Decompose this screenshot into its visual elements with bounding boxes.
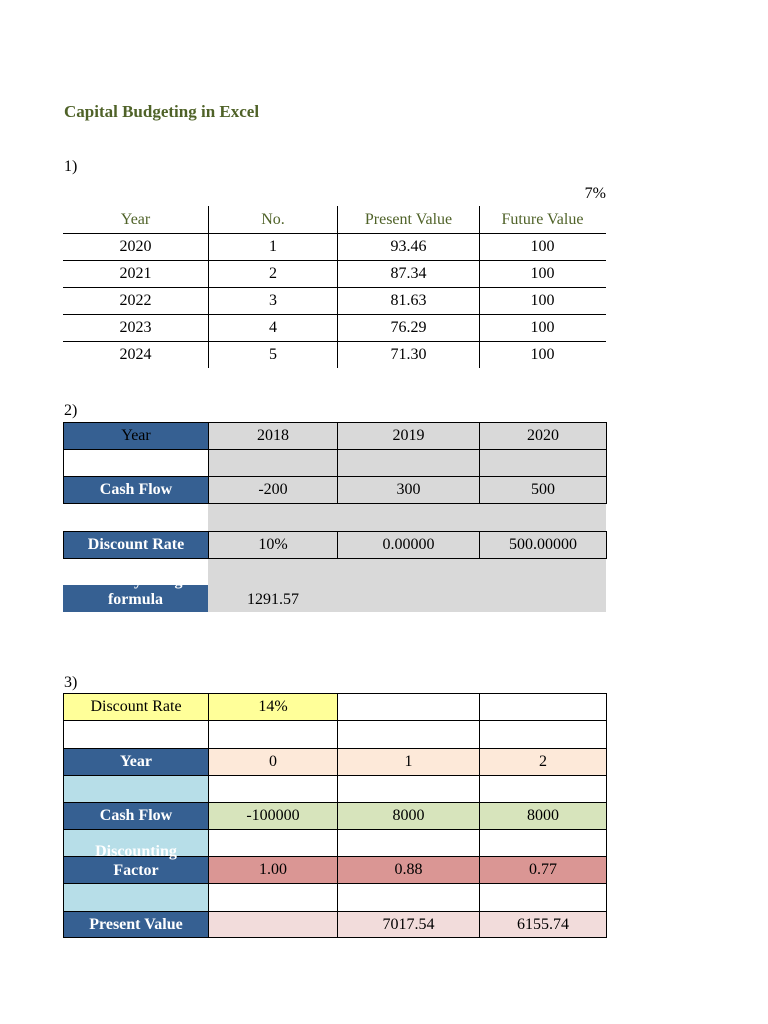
discount-factor-label-line2: Factor: [113, 862, 159, 879]
table-3-cell[interactable]: 0.88: [337, 856, 480, 884]
table-2-cell[interactable]: 2020: [479, 422, 607, 450]
table-3-cell[interactable]: 7017.54: [337, 911, 480, 938]
section-1-label: 1): [64, 158, 78, 175]
table-3-blank[interactable]: [63, 775, 209, 803]
table-3-blank[interactable]: [337, 829, 480, 857]
table-3-blank[interactable]: [337, 775, 480, 803]
spacer-band: [208, 504, 606, 532]
table-3-blank[interactable]: [208, 883, 338, 912]
table-1-rule: [63, 287, 606, 288]
table-3-cell[interactable]: 1.00: [208, 856, 338, 884]
discount-factor-label-line1: Discounting: [95, 843, 177, 860]
table-1-cell[interactable]: 4: [269, 319, 277, 336]
table-1-rule: [63, 341, 606, 342]
table-3-cell[interactable]: -100000: [208, 802, 338, 830]
table-1-cell[interactable]: 2022: [119, 292, 152, 309]
table-2-label-discount-rate[interactable]: Discount Rate: [63, 531, 209, 559]
table-1-cell[interactable]: 93.46: [390, 238, 427, 255]
table-1-cell[interactable]: 1: [269, 238, 277, 255]
npv-label-line2: formula: [107, 591, 164, 608]
table-2-cell[interactable]: 300: [337, 476, 480, 504]
table-2-cell[interactable]: 500.00000: [479, 531, 607, 559]
interest-rate-cell[interactable]: 7%: [584, 185, 606, 202]
table-1-cell[interactable]: 100: [530, 265, 555, 282]
table-1-cell[interactable]: 81.63: [390, 292, 427, 309]
table-3-label-present-value[interactable]: Present Value: [63, 911, 209, 938]
table-2-cell[interactable]: -200: [208, 476, 338, 504]
section-2-label: 2): [64, 402, 78, 419]
table-3-blank[interactable]: [479, 829, 607, 857]
table-1-cell[interactable]: 2023: [119, 319, 152, 336]
table-1-header-present-value[interactable]: Present Value: [364, 211, 453, 228]
table-2-blank[interactable]: [63, 449, 209, 477]
table-2-cell[interactable]: 0.00000: [337, 531, 480, 559]
table-3-label-discount-factor[interactable]: [63, 843, 209, 884]
table-3-blank[interactable]: [479, 775, 607, 803]
table-1-header-future-value[interactable]: Future Value: [501, 211, 584, 228]
table-3-label-discount-rate[interactable]: Discount Rate: [63, 693, 209, 721]
table-1-header-year[interactable]: Year: [120, 211, 151, 228]
table-1-cell[interactable]: 3: [269, 292, 277, 309]
table-1-cell[interactable]: 2024: [119, 346, 152, 363]
table-3-cell[interactable]: [208, 911, 338, 938]
table-2-label-cash-flow[interactable]: Cash Flow: [63, 476, 209, 504]
table-1-cell[interactable]: 87.34: [390, 265, 427, 282]
table-2-cell[interactable]: 10%: [208, 531, 338, 559]
table-2-cell[interactable]: 500: [479, 476, 607, 504]
table-3-cell[interactable]: 2: [479, 748, 607, 776]
table-3-label-cash-flow[interactable]: Cash Flow: [63, 802, 209, 830]
page-title: Capital Budgeting in Excel: [64, 102, 260, 121]
table-2-blank[interactable]: [337, 449, 480, 477]
table-2-label-year[interactable]: Year: [63, 422, 209, 450]
table-2-label-npv[interactable]: [63, 572, 208, 612]
table-1-cell[interactable]: 76.29: [390, 319, 427, 336]
section-3-label: 3): [64, 674, 78, 691]
table-3-cell[interactable]: 1: [337, 748, 480, 776]
table-3-blank[interactable]: [337, 883, 480, 912]
npv-value[interactable]: 1291.57: [247, 591, 299, 608]
table-1-cell[interactable]: 2020: [119, 238, 152, 255]
table-1-rule: [63, 260, 606, 261]
table-3-blank[interactable]: [479, 693, 607, 721]
table-2-cell[interactable]: 2018: [208, 422, 338, 450]
table-1-cell[interactable]: 71.30: [390, 346, 427, 363]
table-1-rule: [63, 233, 606, 234]
table-1-cell[interactable]: 2021: [119, 265, 152, 282]
table-3-cell[interactable]: 6155.74: [479, 911, 607, 938]
table-2-blank[interactable]: [479, 449, 607, 477]
table-3-cell[interactable]: 0: [208, 748, 338, 776]
table-3-cell[interactable]: 8000: [479, 802, 607, 830]
table-1-cell[interactable]: 100: [530, 319, 555, 336]
table-3-blank[interactable]: [479, 720, 607, 749]
table-1-rule: [208, 206, 209, 368]
table-3-blank[interactable]: [337, 720, 480, 749]
table-3-blank[interactable]: [208, 720, 338, 749]
table-3-label-year[interactable]: Year: [63, 748, 209, 776]
table-3-blank[interactable]: [63, 720, 209, 749]
table-1-rule: [63, 314, 606, 315]
table-1-cell[interactable]: 5: [269, 346, 277, 363]
table-3-blank[interactable]: [208, 775, 338, 803]
npv-label-line1: NPV by using: [88, 572, 183, 589]
table-3-blank[interactable]: [337, 693, 480, 721]
table-1-rule: [479, 206, 480, 368]
table-1-rule: [337, 206, 338, 368]
table-3-blank[interactable]: [479, 883, 607, 912]
table-1-cell[interactable]: 2: [269, 265, 277, 282]
table-2-blank[interactable]: [208, 449, 338, 477]
table-1-cell[interactable]: 100: [530, 238, 555, 255]
table-1-header-no[interactable]: No.: [261, 211, 285, 228]
table-3-cell[interactable]: 0.77: [479, 856, 607, 884]
table-3-blank[interactable]: [208, 829, 338, 857]
table-3-blank[interactable]: [63, 883, 209, 912]
table-2-cell[interactable]: 2019: [337, 422, 480, 450]
table-1-cell[interactable]: 100: [530, 292, 555, 309]
table-3-cell[interactable]: 8000: [337, 802, 480, 830]
table-1-cell[interactable]: 100: [530, 346, 555, 363]
table-3-discount-rate-value[interactable]: 14%: [208, 693, 338, 721]
